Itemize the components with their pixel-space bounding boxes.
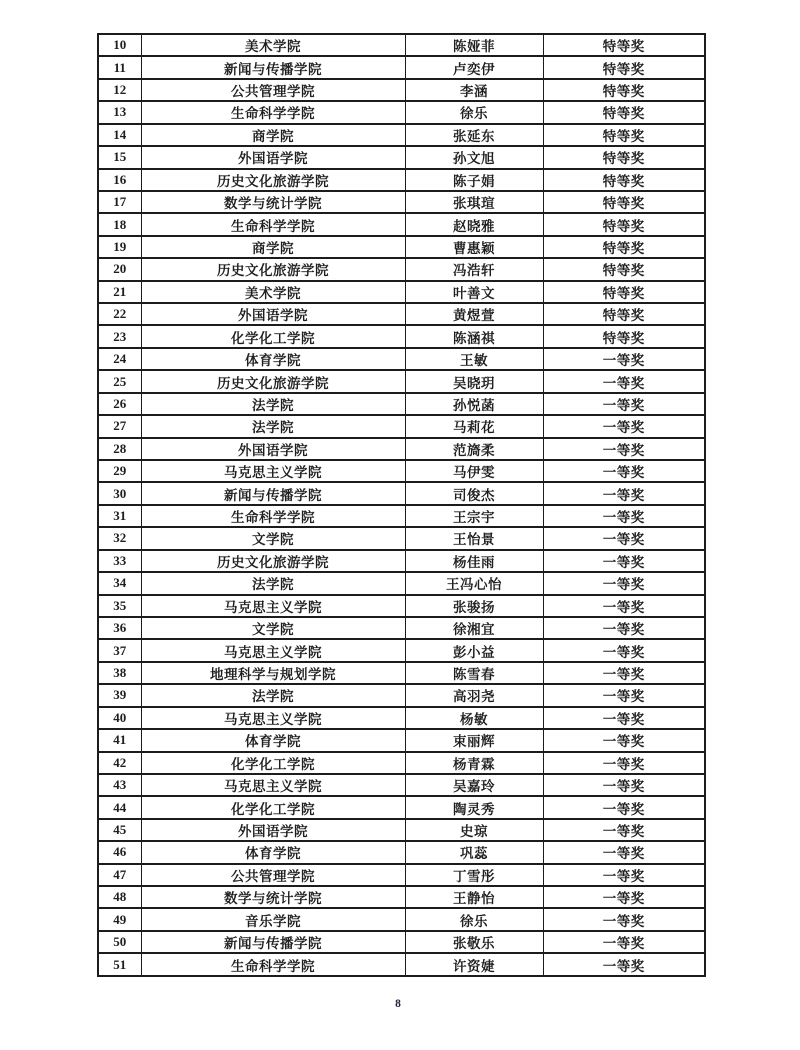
cell-no: 32 — [98, 527, 141, 549]
table-row — [98, 236, 705, 258]
table-row — [98, 505, 705, 527]
cell-award: 特等奖 — [543, 281, 705, 303]
cell-award: 一等奖 — [543, 684, 705, 706]
cell-name: 许资婕 — [405, 953, 543, 976]
cell-college: 化学化工学院 — [141, 796, 405, 818]
cell-college: 马克思主义学院 — [141, 595, 405, 617]
cell-college: 商学院 — [141, 124, 405, 146]
cell-award: 一等奖 — [543, 370, 705, 392]
cell-name: 王冯心怡 — [405, 572, 543, 594]
cell-name: 徐湘宜 — [405, 617, 543, 639]
cell-name: 史琼 — [405, 819, 543, 841]
cell-college: 文学院 — [141, 527, 405, 549]
cell-no: 10 — [98, 34, 141, 56]
cell-award: 一等奖 — [543, 819, 705, 841]
cell-award: 特等奖 — [543, 79, 705, 101]
table-row — [98, 908, 705, 930]
cell-no: 29 — [98, 460, 141, 482]
cell-no: 51 — [98, 953, 141, 976]
cell-award: 一等奖 — [543, 415, 705, 437]
cell-name: 徐乐 — [405, 908, 543, 930]
cell-name: 巩蕊 — [405, 841, 543, 863]
table-row — [98, 617, 705, 639]
cell-award: 特等奖 — [543, 169, 705, 191]
cell-award: 一等奖 — [543, 482, 705, 504]
cell-no: 50 — [98, 931, 141, 953]
table-row — [98, 303, 705, 325]
cell-award: 一等奖 — [543, 393, 705, 415]
cell-no: 37 — [98, 639, 141, 661]
table-row — [98, 886, 705, 908]
cell-college: 外国语学院 — [141, 819, 405, 841]
cell-name: 陈子娟 — [405, 169, 543, 191]
table-row — [98, 124, 705, 146]
cell-name: 张琪瑄 — [405, 191, 543, 213]
cell-name: 陈涵祺 — [405, 325, 543, 347]
cell-name: 高羽尧 — [405, 684, 543, 706]
table-row — [98, 774, 705, 796]
cell-college: 法学院 — [141, 393, 405, 415]
cell-college: 数学与统计学院 — [141, 886, 405, 908]
page-number: 8 — [395, 998, 401, 1010]
cell-name: 张骏扬 — [405, 595, 543, 617]
cell-college: 新闻与传播学院 — [141, 931, 405, 953]
cell-award: 一等奖 — [543, 617, 705, 639]
cell-no: 31 — [98, 505, 141, 527]
table-row — [98, 572, 705, 594]
cell-no: 19 — [98, 236, 141, 258]
cell-name: 杨敏 — [405, 707, 543, 729]
cell-no: 22 — [98, 303, 141, 325]
cell-college: 体育学院 — [141, 348, 405, 370]
cell-name: 丁雪彤 — [405, 864, 543, 886]
cell-college: 文学院 — [141, 617, 405, 639]
table-row — [98, 325, 705, 347]
table-row — [98, 348, 705, 370]
cell-award: 一等奖 — [543, 662, 705, 684]
cell-college: 生命科学学院 — [141, 953, 405, 976]
cell-no: 36 — [98, 617, 141, 639]
cell-award: 特等奖 — [543, 258, 705, 280]
cell-no: 26 — [98, 393, 141, 415]
cell-no: 39 — [98, 684, 141, 706]
award-table-body — [98, 34, 705, 976]
cell-no: 46 — [98, 841, 141, 863]
cell-name: 彭小益 — [405, 639, 543, 661]
cell-no: 38 — [98, 662, 141, 684]
table-row — [98, 393, 705, 415]
cell-no: 48 — [98, 886, 141, 908]
cell-college: 生命科学学院 — [141, 213, 405, 235]
cell-no: 28 — [98, 438, 141, 460]
table-row — [98, 34, 705, 56]
cell-award: 特等奖 — [543, 146, 705, 168]
cell-award: 一等奖 — [543, 908, 705, 930]
table-row — [98, 684, 705, 706]
cell-no: 14 — [98, 124, 141, 146]
cell-college: 生命科学学院 — [141, 505, 405, 527]
table-row — [98, 101, 705, 123]
cell-no: 17 — [98, 191, 141, 213]
table-row — [98, 56, 705, 78]
cell-college: 数学与统计学院 — [141, 191, 405, 213]
cell-award: 一等奖 — [543, 438, 705, 460]
cell-name: 吴晓玥 — [405, 370, 543, 392]
cell-award: 特等奖 — [543, 213, 705, 235]
cell-name: 冯浩轩 — [405, 258, 543, 280]
cell-college: 马克思主义学院 — [141, 460, 405, 482]
table-row — [98, 864, 705, 886]
cell-college: 历史文化旅游学院 — [141, 550, 405, 572]
cell-name: 马莉花 — [405, 415, 543, 437]
cell-name: 张延东 — [405, 124, 543, 146]
cell-name: 曹惠颖 — [405, 236, 543, 258]
cell-award: 一等奖 — [543, 527, 705, 549]
cell-award: 特等奖 — [543, 124, 705, 146]
table-row — [98, 595, 705, 617]
cell-no: 12 — [98, 79, 141, 101]
cell-college: 法学院 — [141, 572, 405, 594]
cell-college: 历史文化旅游学院 — [141, 169, 405, 191]
cell-no: 25 — [98, 370, 141, 392]
cell-award: 一等奖 — [543, 729, 705, 751]
cell-no: 34 — [98, 572, 141, 594]
cell-award: 一等奖 — [543, 886, 705, 908]
cell-college: 外国语学院 — [141, 303, 405, 325]
table-row — [98, 370, 705, 392]
cell-college: 化学化工学院 — [141, 325, 405, 347]
cell-name: 孙悦菡 — [405, 393, 543, 415]
cell-no: 45 — [98, 819, 141, 841]
table-row — [98, 819, 705, 841]
cell-name: 李涵 — [405, 79, 543, 101]
cell-name: 范旖柔 — [405, 438, 543, 460]
cell-college: 商学院 — [141, 236, 405, 258]
cell-no: 23 — [98, 325, 141, 347]
cell-name: 杨青霖 — [405, 752, 543, 774]
cell-award: 特等奖 — [543, 34, 705, 56]
cell-name: 张敬乐 — [405, 931, 543, 953]
cell-award: 一等奖 — [543, 864, 705, 886]
cell-college: 体育学院 — [141, 729, 405, 751]
cell-name: 马伊雯 — [405, 460, 543, 482]
table-row — [98, 752, 705, 774]
table-row — [98, 841, 705, 863]
table-row — [98, 258, 705, 280]
cell-name: 陈娅菲 — [405, 34, 543, 56]
cell-award: 特等奖 — [543, 56, 705, 78]
cell-name: 赵晓雅 — [405, 213, 543, 235]
cell-no: 41 — [98, 729, 141, 751]
cell-award: 特等奖 — [543, 303, 705, 325]
cell-award: 一等奖 — [543, 639, 705, 661]
cell-no: 40 — [98, 707, 141, 729]
cell-college: 音乐学院 — [141, 908, 405, 930]
table-row — [98, 662, 705, 684]
cell-name: 王宗宇 — [405, 505, 543, 527]
cell-name: 孙文旭 — [405, 146, 543, 168]
cell-no: 11 — [98, 56, 141, 78]
cell-no: 43 — [98, 774, 141, 796]
cell-name: 徐乐 — [405, 101, 543, 123]
cell-college: 地理科学与规划学院 — [141, 662, 405, 684]
cell-college: 新闻与传播学院 — [141, 56, 405, 78]
table-row — [98, 79, 705, 101]
cell-no: 13 — [98, 101, 141, 123]
cell-name: 王敏 — [405, 348, 543, 370]
cell-award: 特等奖 — [543, 236, 705, 258]
table-row — [98, 550, 705, 572]
cell-award: 特等奖 — [543, 191, 705, 213]
cell-award: 特等奖 — [543, 325, 705, 347]
table-row — [98, 639, 705, 661]
table-row — [98, 931, 705, 953]
cell-no: 21 — [98, 281, 141, 303]
cell-award: 一等奖 — [543, 348, 705, 370]
table-row — [98, 707, 705, 729]
table-row — [98, 146, 705, 168]
cell-name: 陈雪春 — [405, 662, 543, 684]
cell-award: 一等奖 — [543, 752, 705, 774]
table-row — [98, 415, 705, 437]
cell-college: 历史文化旅游学院 — [141, 258, 405, 280]
cell-award: 一等奖 — [543, 505, 705, 527]
table-row — [98, 482, 705, 504]
cell-college: 法学院 — [141, 684, 405, 706]
cell-no: 27 — [98, 415, 141, 437]
cell-no: 30 — [98, 482, 141, 504]
table-row — [98, 438, 705, 460]
table-row — [98, 796, 705, 818]
table-row — [98, 460, 705, 482]
cell-name: 束丽辉 — [405, 729, 543, 751]
cell-name: 卢奕伊 — [405, 56, 543, 78]
cell-name: 司俊杰 — [405, 482, 543, 504]
table-row — [98, 281, 705, 303]
table-row — [98, 953, 705, 976]
cell-no: 18 — [98, 213, 141, 235]
cell-no: 35 — [98, 595, 141, 617]
cell-college: 美术学院 — [141, 34, 405, 56]
cell-college: 新闻与传播学院 — [141, 482, 405, 504]
cell-award: 一等奖 — [543, 460, 705, 482]
cell-no: 49 — [98, 908, 141, 930]
cell-college: 历史文化旅游学院 — [141, 370, 405, 392]
cell-no: 47 — [98, 864, 141, 886]
cell-college: 外国语学院 — [141, 438, 405, 460]
cell-college: 马克思主义学院 — [141, 639, 405, 661]
cell-name: 叶善文 — [405, 281, 543, 303]
cell-college: 外国语学院 — [141, 146, 405, 168]
cell-name: 陶灵秀 — [405, 796, 543, 818]
cell-no: 24 — [98, 348, 141, 370]
cell-name: 杨佳雨 — [405, 550, 543, 572]
cell-award: 一等奖 — [543, 931, 705, 953]
cell-college: 马克思主义学院 — [141, 774, 405, 796]
cell-no: 15 — [98, 146, 141, 168]
cell-name: 吴嘉玲 — [405, 774, 543, 796]
award-list-table — [97, 33, 706, 977]
cell-award: 一等奖 — [543, 774, 705, 796]
cell-award: 一等奖 — [543, 707, 705, 729]
cell-award: 一等奖 — [543, 796, 705, 818]
cell-college: 生命科学学院 — [141, 101, 405, 123]
cell-award: 一等奖 — [543, 550, 705, 572]
cell-college: 公共管理学院 — [141, 79, 405, 101]
cell-no: 44 — [98, 796, 141, 818]
cell-name: 王怡景 — [405, 527, 543, 549]
table-row — [98, 527, 705, 549]
cell-college: 马克思主义学院 — [141, 707, 405, 729]
table-row — [98, 729, 705, 751]
cell-college: 公共管理学院 — [141, 864, 405, 886]
cell-award: 一等奖 — [543, 953, 705, 976]
cell-no: 20 — [98, 258, 141, 280]
cell-award: 一等奖 — [543, 572, 705, 594]
cell-award: 一等奖 — [543, 841, 705, 863]
cell-award: 特等奖 — [543, 101, 705, 123]
cell-name: 王静怡 — [405, 886, 543, 908]
cell-no: 33 — [98, 550, 141, 572]
cell-college: 体育学院 — [141, 841, 405, 863]
cell-no: 16 — [98, 169, 141, 191]
table-row — [98, 213, 705, 235]
cell-no: 42 — [98, 752, 141, 774]
table-row — [98, 191, 705, 213]
cell-college: 法学院 — [141, 415, 405, 437]
cell-award: 一等奖 — [543, 595, 705, 617]
table-row — [98, 169, 705, 191]
cell-college: 化学化工学院 — [141, 752, 405, 774]
cell-college: 美术学院 — [141, 281, 405, 303]
cell-name: 黄煜萱 — [405, 303, 543, 325]
